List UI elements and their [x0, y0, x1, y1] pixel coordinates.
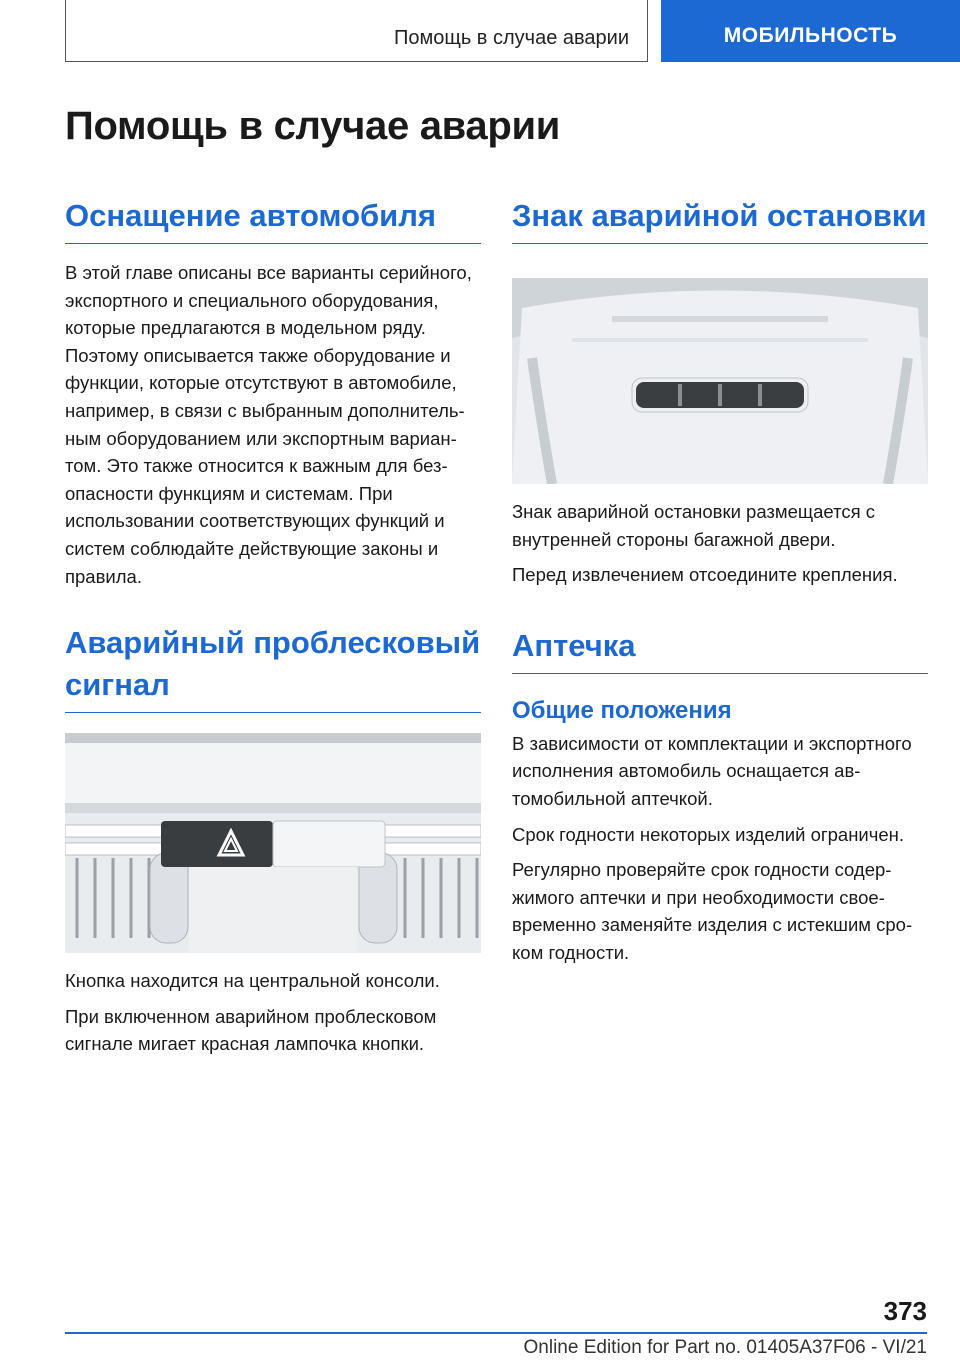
section-heading-warning-triangle: Знак аварийной остановки: [512, 195, 928, 244]
section-heading-first-aid: Аптечка: [512, 625, 928, 674]
vehicle-equipment-text: В этой главе описаны все варианты серийного, экспортного и специального оборудования, которые предлагаются в модельном ряду. Поэтому описывается также оборудование и функции, которые отсутствуют в автомобиле, например, в связи с выбранным дополнительным оборудованием или экспортным вариантом. Это также относится к важным для безопасности функциям и системам. При использовании соответствующих функций и систем соблюдайте действующие законы и правила.: [65, 262, 472, 587]
warning-triangle-image: [512, 278, 928, 484]
edition-note: Online Edition for Part no. 01405A37F06 - VI/21: [523, 1337, 927, 1358]
page-title: Помощь в случае аварии: [65, 104, 561, 148]
hazard-indicator-text: При включенном аварийном проблесковом сигнале мигает красная лампочка кнопки.: [65, 1005, 437, 1055]
first-aid-check-text: Регулярно проверяйте срок годности содержимого аптечки и при необходимости своевременно заменяйте изделия с истекшим сроком годности.: [512, 859, 913, 963]
first-aid-equipment-text: В зависимости от комплектации и экспортного исполнения автомобиль оснащается автомобильной аптечкой.: [512, 732, 912, 809]
page-number: 373: [883, 1296, 927, 1326]
header-section-title: Помощь в случае аварии: [394, 27, 629, 49]
header-section-box: [65, 0, 648, 62]
first-aid-expiry-text: Срок годности некоторых изделий ограничен.: [512, 823, 905, 845]
header-chapter-tab[interactable]: [661, 0, 960, 62]
right-column: [512, 195, 928, 967]
section-heading-hazard-lights: Аварийный проблесковый сигнал: [65, 622, 481, 713]
hazard-button-image: [65, 733, 481, 953]
warning-triangle-location-text: Знак аварийной остановки размещается с внутренней стороны багажной двери.: [512, 501, 876, 550]
footer-divider: [65, 1332, 927, 1334]
warning-triangle-remove-text: Перед извлечением отсоедините крепления.: [512, 564, 898, 586]
subheading-general: Общие положения: [512, 696, 732, 724]
header-chapter-label: МОБИЛЬНОСТЬ: [723, 24, 898, 47]
hazard-location-text: Кнопка находится на центральной консоли.: [65, 970, 440, 992]
section-heading-vehicle-equipment: Оснащение автомобиля: [65, 195, 481, 244]
left-column: [65, 195, 481, 1058]
